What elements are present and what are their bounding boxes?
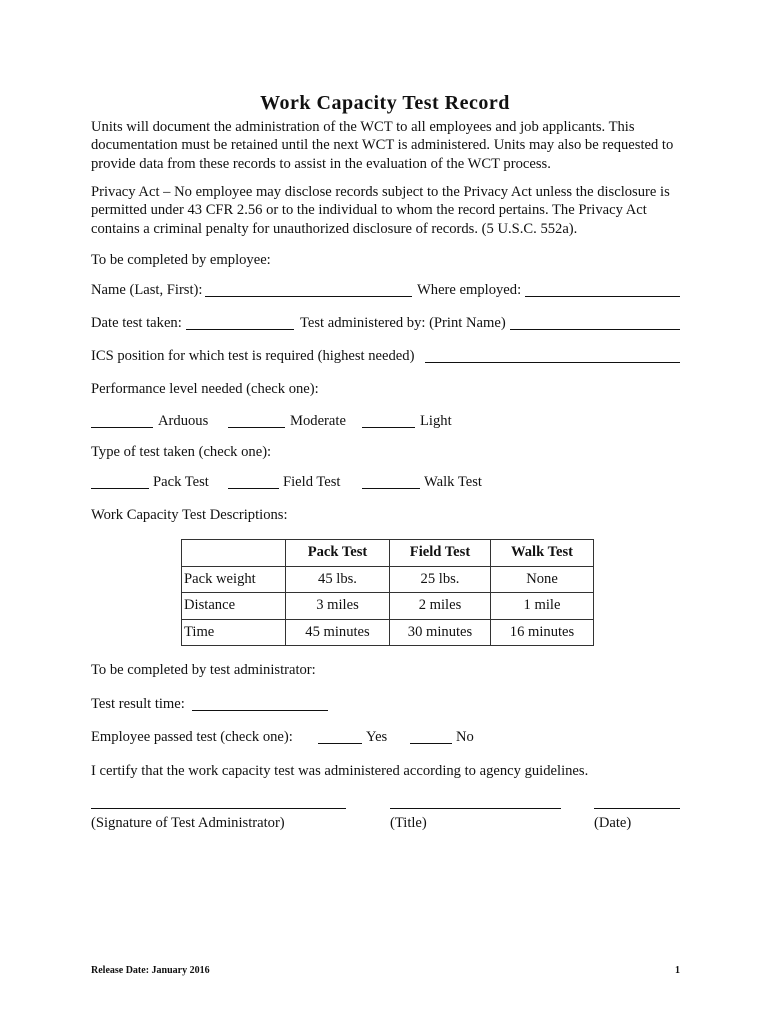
- name-field[interactable]: [205, 296, 412, 297]
- light-label: Light: [420, 413, 452, 429]
- intro-paragraph: Units will document the administration of the WCT to all employees and job applicants. This documentation must be retained until the next WCT is administered. Units may also be requested to provide data from these records to assist in the evaluation of the WCT process.: [91, 119, 674, 172]
- walk-test-checkbox[interactable]: [362, 488, 420, 489]
- table-cell: 25 lbs.: [390, 566, 491, 593]
- result-time-field[interactable]: [192, 710, 328, 711]
- ics-position-label: ICS position for which test is required (highest needed): [91, 348, 415, 364]
- field-test-checkbox[interactable]: [228, 488, 279, 489]
- table-row: [182, 566, 594, 593]
- table-row: [182, 593, 594, 620]
- title-label: (Title): [390, 815, 427, 831]
- table-cell: Distance: [182, 593, 286, 620]
- signature-field[interactable]: [91, 808, 346, 809]
- date-taken-label: Date test taken:: [91, 315, 182, 331]
- table-cell: 30 minutes: [390, 619, 491, 646]
- ics-position-field[interactable]: [425, 362, 680, 363]
- table-cell: None: [491, 566, 594, 593]
- table-cell: 1 mile: [491, 593, 594, 620]
- moderate-label: Moderate: [290, 413, 346, 429]
- descriptions-label: Work Capacity Test Descriptions:: [91, 507, 288, 523]
- release-date: Release Date: January 2016: [91, 965, 210, 976]
- name-label: Name (Last, First):: [91, 282, 203, 298]
- employee-section-heading: To be completed by employee:: [91, 252, 271, 268]
- pack-test-label: Pack Test: [153, 474, 209, 490]
- privacy-paragraph: Privacy Act – No employee may disclose records subject to the Privacy Act unless the disclosure is permitted under 43 CFR 2.56 or to the individual to whom the record pertains. The Privacy Act contains a criminal penalty for unauthorized disclosure of records. (5 U.S.C. 552a).: [91, 184, 670, 237]
- table-header: Field Test: [390, 540, 491, 567]
- yes-checkbox[interactable]: [318, 743, 362, 744]
- table-cell: 16 minutes: [491, 619, 594, 646]
- arduous-checkbox[interactable]: [91, 427, 153, 428]
- test-descriptions-table: [181, 539, 594, 646]
- yes-label: Yes: [366, 729, 388, 745]
- arduous-label: Arduous: [158, 413, 209, 429]
- title-field[interactable]: [390, 808, 561, 809]
- performance-level-label: Performance level needed (check one):: [91, 381, 319, 397]
- no-label: No: [456, 729, 474, 745]
- table-cell: 2 miles: [390, 593, 491, 620]
- light-checkbox[interactable]: [362, 427, 415, 428]
- test-type-label: Type of test taken (check one):: [91, 444, 272, 460]
- walk-test-label: Walk Test: [424, 474, 482, 490]
- admin-section-heading: To be completed by test administrator:: [91, 662, 316, 678]
- table-cell: Time: [182, 619, 286, 646]
- table-cell: 45 lbs.: [286, 566, 390, 593]
- passed-label: Employee passed test (check one):: [91, 729, 293, 745]
- table-header: [182, 540, 286, 567]
- administered-by-field[interactable]: [510, 329, 680, 330]
- certify-text: I certify that the work capacity test was administered according to agency guidelines.: [91, 763, 589, 779]
- signature-label: (Signature of Test Administrator): [91, 815, 285, 831]
- date-taken-field[interactable]: [186, 329, 294, 330]
- administered-by-label: Test administered by: (Print Name): [300, 315, 506, 331]
- where-employed-label: Where employed:: [417, 282, 522, 298]
- pack-test-checkbox[interactable]: [91, 488, 149, 489]
- where-employed-field[interactable]: [525, 296, 680, 297]
- date-label: (Date): [594, 815, 632, 831]
- date-field[interactable]: [594, 808, 680, 809]
- table-cell: Pack weight: [182, 566, 286, 593]
- table-header: Pack Test: [286, 540, 390, 567]
- moderate-checkbox[interactable]: [228, 427, 285, 428]
- result-time-label: Test result time:: [91, 696, 185, 712]
- table-row: [182, 619, 594, 646]
- page-title: Work Capacity Test Record: [260, 92, 510, 114]
- page-number: 1: [675, 965, 680, 976]
- table-header-row: [182, 540, 594, 567]
- table-cell: 45 minutes: [286, 619, 390, 646]
- field-test-label: Field Test: [283, 474, 341, 490]
- table-header: Walk Test: [491, 540, 594, 567]
- table-cell: 3 miles: [286, 593, 390, 620]
- no-checkbox[interactable]: [410, 743, 452, 744]
